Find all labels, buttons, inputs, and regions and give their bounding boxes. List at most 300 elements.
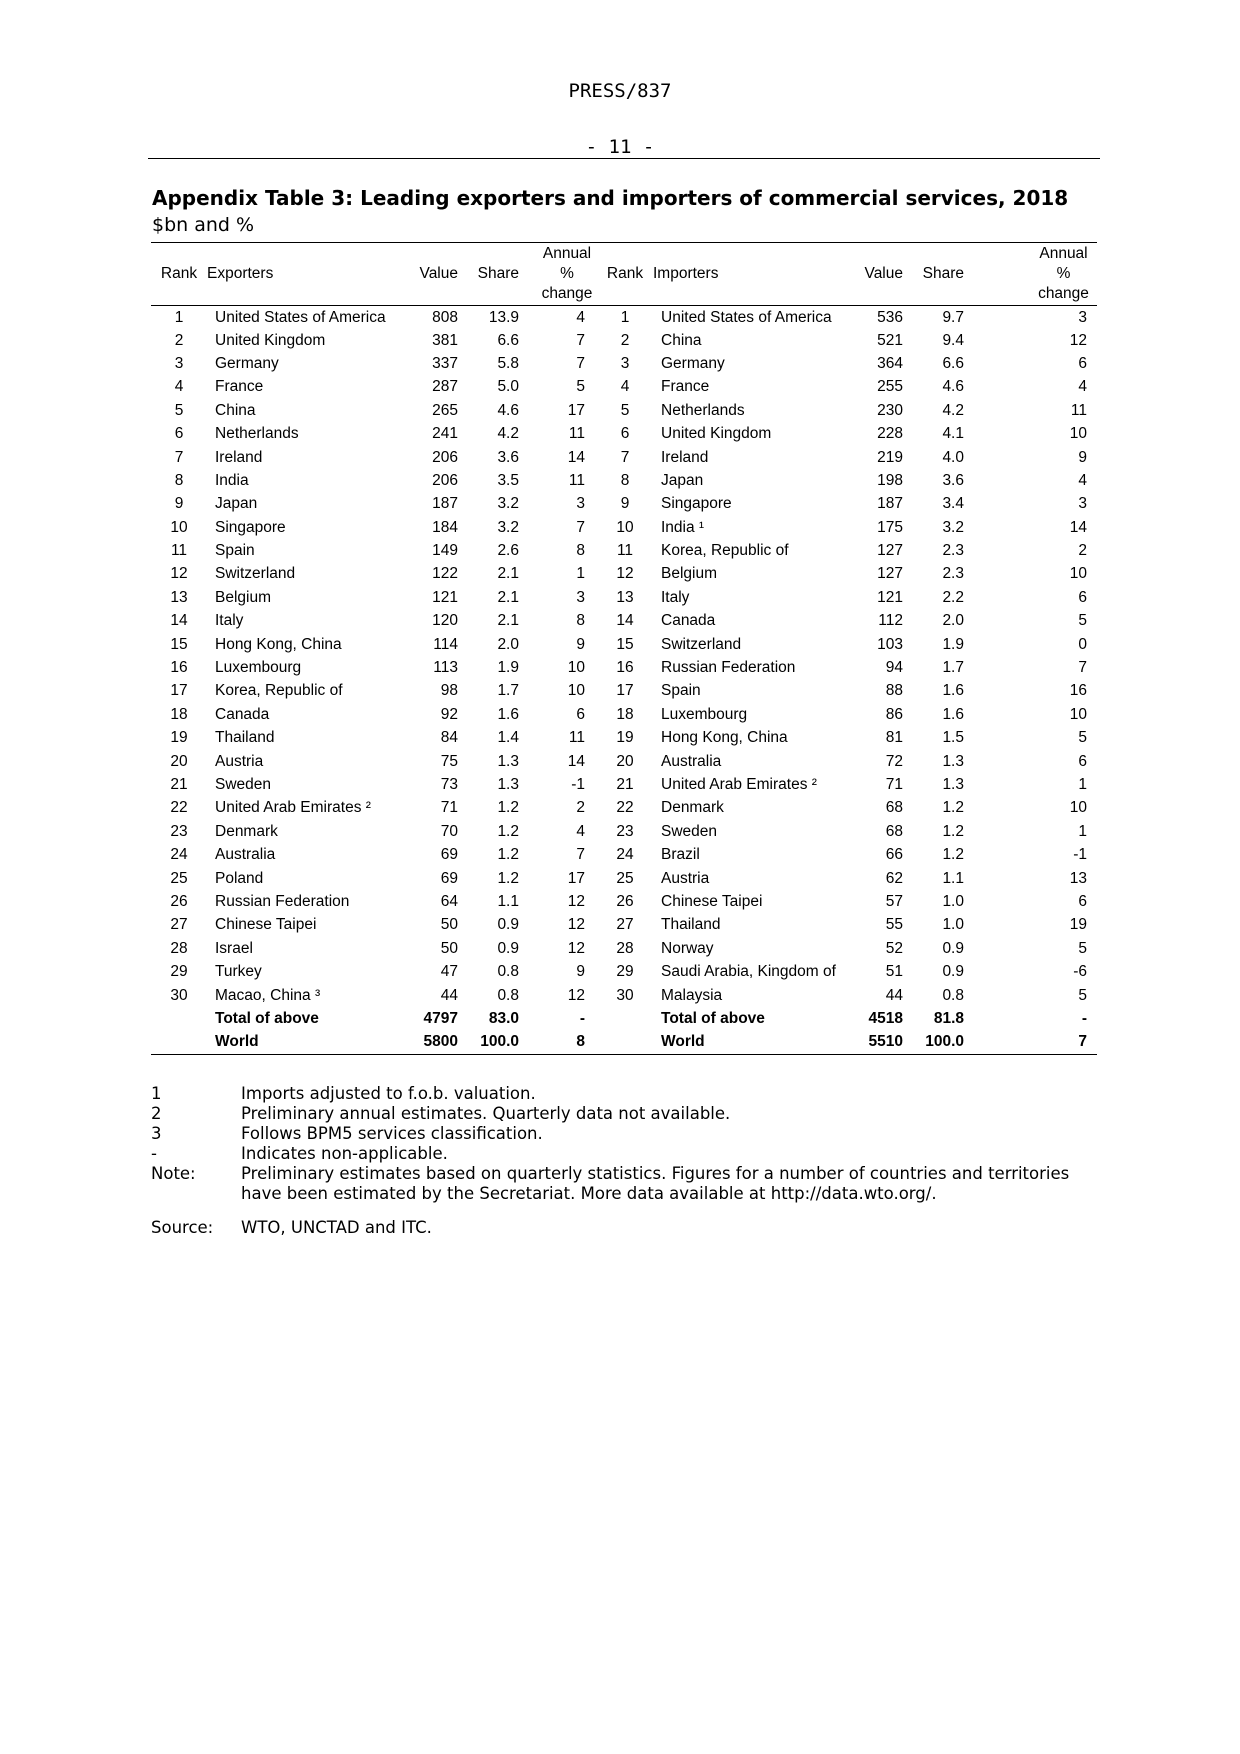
exporter-name: Australia xyxy=(215,846,276,864)
importer-value: 364 xyxy=(877,354,903,372)
exporter-name: Japan xyxy=(215,495,258,513)
table-row xyxy=(151,633,1097,656)
importer-value: 521 xyxy=(877,331,903,349)
importer-share: 1.6 xyxy=(942,682,964,700)
exporter-value: 149 xyxy=(432,542,458,560)
exporter-name: Singapore xyxy=(215,518,286,536)
importer-value: 255 xyxy=(877,378,903,396)
exporter-share: 1.2 xyxy=(497,822,519,840)
empty-cell xyxy=(151,1007,207,1030)
importer-rank: 21 xyxy=(616,776,634,793)
exporter-change: 11 xyxy=(568,425,585,443)
importer-name: Australia xyxy=(661,752,722,770)
table-row xyxy=(151,376,1097,399)
exporter-change: 10 xyxy=(567,682,585,700)
importer-name: Ireland xyxy=(661,448,709,466)
exporter-change: 1 xyxy=(576,565,585,583)
importer-share: 1.3 xyxy=(942,776,964,793)
importer-rank: 11 xyxy=(616,542,634,560)
header-importer-value: Value xyxy=(864,265,903,282)
source-text: WTO, UNCTAD and ITC. xyxy=(241,1218,432,1237)
importer-share: 2.0 xyxy=(942,612,964,630)
header-change-line2: % xyxy=(560,265,574,282)
header-exporter-share: Share xyxy=(477,265,519,282)
importer-value: 175 xyxy=(877,518,903,536)
exporter-share: 1.1 xyxy=(497,892,519,910)
importer-name: Korea, Republic of xyxy=(661,542,789,560)
exporter-change: 12 xyxy=(567,916,585,934)
importer-share: 2.3 xyxy=(942,542,964,560)
footnotes xyxy=(151,1084,1101,1238)
table-row xyxy=(151,843,1097,866)
empty-cell xyxy=(151,1031,207,1054)
footnote xyxy=(151,1164,1101,1204)
importer-value: 51 xyxy=(885,963,903,981)
exporter-share: 2.1 xyxy=(497,565,519,583)
exporter-value: 381 xyxy=(432,331,458,349)
footnote xyxy=(151,1124,1101,1144)
importer-share: 3.4 xyxy=(942,495,964,513)
importer-rank: 29 xyxy=(616,963,634,981)
importer-share: 1.2 xyxy=(942,846,964,864)
exporter-change: 4 xyxy=(576,309,585,327)
exporter-value: 75 xyxy=(440,752,458,770)
importer-value: 52 xyxy=(885,939,903,957)
exporter-rank: 3 xyxy=(174,354,184,372)
exporter-value: 73 xyxy=(440,776,458,793)
exporter-rank: 12 xyxy=(170,565,188,583)
exporter-change: 14 xyxy=(567,752,585,770)
exporter-value: 808 xyxy=(432,309,458,327)
importer-change: 10 xyxy=(1069,705,1087,723)
page-number: - 11 - xyxy=(585,136,655,158)
exporter-name: Italy xyxy=(215,612,244,630)
exporter-share: 4.6 xyxy=(497,401,519,419)
table-row xyxy=(151,516,1097,539)
exporter-name: Poland xyxy=(215,869,264,887)
exporter-name: France xyxy=(215,378,264,396)
exporter-share: 3.6 xyxy=(497,448,519,466)
table-row xyxy=(151,586,1097,609)
importer-name: Russian Federation xyxy=(661,659,796,677)
exporter-rank: 2 xyxy=(174,331,184,349)
exporter-rank: 22 xyxy=(170,799,188,817)
exporter-name: Germany xyxy=(215,354,279,372)
importer-name: Hong Kong, China xyxy=(661,729,788,747)
importer-change: 11 xyxy=(1070,401,1087,419)
importer-change: 10 xyxy=(1069,425,1087,443)
total-importer-change: - xyxy=(1081,1009,1087,1027)
importer-share: 3.2 xyxy=(942,518,964,536)
footnote-text: Imports adjusted to f.o.b. valuation. xyxy=(241,1084,536,1103)
importer-name: Switzerland xyxy=(661,635,742,653)
header-exporter-value: Value xyxy=(419,265,458,282)
exporter-name: Ireland xyxy=(215,448,263,466)
header-importer-rank: Rank xyxy=(606,265,644,282)
table-row xyxy=(151,563,1097,586)
importer-name: Singapore xyxy=(661,495,732,513)
exporter-name: Spain xyxy=(215,542,255,560)
importer-rank: 25 xyxy=(616,869,634,887)
exporter-rank: 30 xyxy=(170,986,188,1004)
importer-name: Germany xyxy=(661,354,725,372)
importer-value: 219 xyxy=(877,448,903,466)
importer-value: 68 xyxy=(885,822,903,840)
header-exporter-change xyxy=(519,243,597,306)
header-divider xyxy=(148,158,1100,159)
table-body xyxy=(151,306,1097,1055)
importer-value: 198 xyxy=(877,471,903,489)
importer-rank: 26 xyxy=(616,892,634,910)
footnote-text: Preliminary estimates based on quarterly statistics. Figures for a number of countries and territories have been estimated by the Secretariat. More data available at http://data.wto.org/. xyxy=(241,1164,1070,1203)
exporter-value: 206 xyxy=(432,471,458,489)
importer-share: 1.0 xyxy=(942,916,964,934)
exporter-value: 84 xyxy=(440,729,458,747)
importer-change: 10 xyxy=(1069,799,1087,817)
importer-value: 62 xyxy=(885,869,903,887)
table-row xyxy=(151,937,1097,960)
exporter-value: 187 xyxy=(432,495,458,513)
exporter-name: Belgium xyxy=(215,588,271,606)
exporter-share: 1.2 xyxy=(497,869,519,887)
importer-value: 94 xyxy=(885,659,903,677)
importer-share: 4.6 xyxy=(942,378,964,396)
total-label: Total of above xyxy=(215,1009,319,1027)
importer-rank: 30 xyxy=(616,986,634,1004)
exporter-rank: 18 xyxy=(170,705,188,723)
importer-change: 16 xyxy=(1069,682,1087,700)
exporter-change: 14 xyxy=(567,448,585,466)
importer-change: 6 xyxy=(1078,752,1087,770)
header-importers: Importers xyxy=(653,265,719,282)
table-row xyxy=(151,352,1097,375)
table-row xyxy=(151,773,1097,796)
importer-rank: 12 xyxy=(616,565,634,583)
importer-value: 228 xyxy=(877,425,903,443)
world-importer-share: 100.0 xyxy=(903,1031,964,1054)
exporter-change: 17 xyxy=(567,869,585,887)
exporter-share: 2.6 xyxy=(497,542,519,560)
header-change-line3: change xyxy=(541,285,593,302)
exporter-change: 17 xyxy=(567,401,585,419)
importer-change: 4 xyxy=(1078,378,1087,396)
exporter-value: 47 xyxy=(440,963,458,981)
importer-change: 5 xyxy=(1078,939,1087,957)
importer-name: Thailand xyxy=(661,916,721,934)
exporter-value: 287 xyxy=(432,378,458,396)
exporter-value: 113 xyxy=(433,659,458,677)
exporter-change: 5 xyxy=(576,378,585,396)
table-row xyxy=(151,750,1097,773)
exporter-value: 206 xyxy=(432,448,458,466)
exporter-share: 13.9 xyxy=(488,309,519,327)
exporter-name: Switzerland xyxy=(215,565,296,583)
footnote xyxy=(151,1104,1101,1124)
exporter-value: 337 xyxy=(432,354,458,372)
importer-rank: 15 xyxy=(616,635,634,653)
importer-value: 71 xyxy=(885,776,903,793)
exporter-value: 71 xyxy=(440,799,458,817)
exporter-value: 92 xyxy=(440,705,458,723)
exporter-change: 7 xyxy=(576,354,585,372)
exporter-rank: 13 xyxy=(170,588,188,606)
header-change-line3: change xyxy=(1038,285,1089,302)
importer-name: Spain xyxy=(661,682,701,700)
total-exporter-change: - xyxy=(579,1009,585,1027)
importer-change: 1 xyxy=(1078,776,1087,793)
importer-change: 7 xyxy=(1078,659,1087,677)
exporter-name: Chinese Taipei xyxy=(215,916,317,934)
importer-change: -6 xyxy=(1073,963,1087,981)
exporter-share: 6.6 xyxy=(497,331,519,349)
importer-name: Netherlands xyxy=(661,401,745,419)
table-row xyxy=(151,680,1097,703)
exporter-rank: 25 xyxy=(170,869,188,887)
exporter-rank: 28 xyxy=(170,939,188,957)
importer-name: United States of America xyxy=(661,309,832,327)
exporter-share: 1.6 xyxy=(497,705,519,723)
footnote-text: Indicates non-applicable. xyxy=(241,1144,448,1163)
exporter-name: Thailand xyxy=(215,729,275,747)
table-row xyxy=(151,329,1097,352)
importer-value: 127 xyxy=(877,565,903,583)
table-row xyxy=(151,469,1097,492)
importer-name: Luxembourg xyxy=(661,705,748,723)
importer-value: 187 xyxy=(877,495,903,513)
exporter-share: 0.9 xyxy=(497,916,519,934)
exporter-rank: 17 xyxy=(170,682,188,700)
exporter-change: 8 xyxy=(576,542,585,560)
exporter-name: Israel xyxy=(215,939,253,957)
exporter-change: 11 xyxy=(568,471,585,489)
exporter-value: 184 xyxy=(432,518,458,536)
exporter-rank: 29 xyxy=(170,963,188,981)
importer-share: 1.5 xyxy=(942,729,964,747)
document-reference: PRESS/837 xyxy=(568,80,672,102)
importer-share: 1.6 xyxy=(942,705,964,723)
table-row xyxy=(151,960,1097,983)
importer-rank: 13 xyxy=(616,588,634,606)
footnote-key: 1 xyxy=(151,1084,162,1103)
exporter-share: 3.2 xyxy=(497,495,519,513)
exporter-rank: 4 xyxy=(174,378,184,396)
table-row xyxy=(151,422,1097,445)
importer-value: 121 xyxy=(877,588,903,606)
importer-value: 68 xyxy=(885,799,903,817)
world-row xyxy=(151,1031,1097,1054)
importer-change: 6 xyxy=(1078,354,1087,372)
importer-name: Sweden xyxy=(661,822,718,840)
importer-change: 10 xyxy=(1069,565,1087,583)
exporter-value: 114 xyxy=(433,635,458,653)
exporter-share: 3.5 xyxy=(497,471,519,489)
empty-cell xyxy=(597,1031,653,1054)
importer-rank: 19 xyxy=(616,729,634,747)
importer-value: 44 xyxy=(885,986,903,1004)
table-row xyxy=(151,984,1097,1007)
total-importer-share: 81.8 xyxy=(933,1009,964,1027)
exporter-rank: 11 xyxy=(170,542,188,560)
exporter-rank: 1 xyxy=(174,309,184,327)
header-exporter-rank: Rank xyxy=(160,265,198,282)
importer-value: 81 xyxy=(885,729,903,747)
table-row xyxy=(151,727,1097,750)
importer-rank: 3 xyxy=(620,354,630,372)
exporter-value: 50 xyxy=(440,916,458,934)
importer-change: 6 xyxy=(1078,892,1087,910)
importer-rank: 23 xyxy=(616,822,634,840)
exporter-share: 1.2 xyxy=(497,799,519,817)
importer-share: 1.7 xyxy=(942,659,964,677)
exporter-value: 64 xyxy=(440,892,458,910)
exporters-importers-table xyxy=(151,242,1097,1055)
world-exporter-change: 8 xyxy=(519,1031,597,1054)
exporter-name: Denmark xyxy=(215,822,278,840)
footnote xyxy=(151,1144,1101,1164)
table-row xyxy=(151,306,1097,329)
exporter-name: Korea, Republic of xyxy=(215,682,343,700)
importer-change: 2 xyxy=(1078,542,1087,560)
total-exporter-share: 83.0 xyxy=(488,1009,519,1027)
exporter-value: 241 xyxy=(432,425,458,443)
exporter-name: United Kingdom xyxy=(215,331,326,349)
importer-share: 1.3 xyxy=(942,752,964,770)
exporter-change: 9 xyxy=(576,635,585,653)
exporter-change: 12 xyxy=(567,892,585,910)
exporter-value: 265 xyxy=(432,401,458,419)
exporter-rank: 7 xyxy=(174,448,184,466)
exporter-name: Canada xyxy=(215,705,270,723)
exporter-share: 1.2 xyxy=(497,846,519,864)
source-key: Source: xyxy=(151,1218,214,1237)
importer-rank: 20 xyxy=(616,752,634,770)
exporter-change: 12 xyxy=(567,939,585,957)
table-row xyxy=(151,867,1097,890)
importer-share: 1.9 xyxy=(942,635,964,653)
importer-change: 13 xyxy=(1069,869,1087,887)
importer-name: Chinese Taipei xyxy=(661,892,763,910)
importer-name: United Arab Emirates ² xyxy=(661,776,817,793)
exporter-value: 121 xyxy=(432,588,458,606)
exporter-share: 0.8 xyxy=(497,963,519,981)
exporter-rank: 23 xyxy=(170,822,188,840)
importer-share: 4.1 xyxy=(942,425,964,443)
total-exporter-value: 4797 xyxy=(423,1009,458,1027)
importer-share: 3.6 xyxy=(942,471,964,489)
footnote-key: 3 xyxy=(151,1124,162,1143)
exporter-rank: 16 xyxy=(170,659,188,677)
exporter-change: 9 xyxy=(576,963,585,981)
importer-share: 2.3 xyxy=(942,565,964,583)
importer-share: 1.1 xyxy=(942,869,964,887)
exporter-change: 12 xyxy=(567,986,585,1004)
world-importer-change: 7 xyxy=(964,1031,1097,1054)
table-row xyxy=(151,493,1097,516)
importer-share: 9.4 xyxy=(942,331,964,349)
importer-change: 3 xyxy=(1078,495,1087,513)
importer-share: 4.0 xyxy=(942,448,964,466)
exporter-share: 5.0 xyxy=(497,378,519,396)
footnote-key: 2 xyxy=(151,1104,162,1123)
importer-rank: 17 xyxy=(616,682,634,700)
table-row xyxy=(151,656,1097,679)
exporter-rank: 14 xyxy=(170,612,188,630)
exporter-name: Austria xyxy=(215,752,264,770)
importer-rank: 28 xyxy=(616,939,634,957)
world-exporter-share: 100.0 xyxy=(458,1031,519,1054)
importer-share: 0.9 xyxy=(942,939,964,957)
table-units: $bn and % xyxy=(152,214,255,236)
importer-name: Japan xyxy=(661,471,704,489)
exporter-name: India xyxy=(215,471,249,489)
table-row xyxy=(151,399,1097,422)
importer-change: 12 xyxy=(1069,331,1087,349)
importer-name: Canada xyxy=(661,612,716,630)
total-importer-value: 4518 xyxy=(868,1009,903,1027)
importer-name: United Kingdom xyxy=(661,425,772,443)
header-importer-change xyxy=(964,243,1097,306)
importer-rank: 22 xyxy=(616,799,634,817)
exporter-change: 7 xyxy=(576,518,585,536)
importer-name: Saudi Arabia, Kingdom of xyxy=(661,963,836,981)
importer-name: China xyxy=(661,331,702,349)
footnote-key: Note: xyxy=(151,1164,196,1183)
exporter-name: United States of America xyxy=(215,309,386,327)
exporter-change: 2 xyxy=(576,799,585,817)
exporter-change: 10 xyxy=(567,659,585,677)
importer-change: 0 xyxy=(1078,635,1087,653)
source-note xyxy=(151,1218,1101,1238)
exporter-change: 8 xyxy=(576,612,585,630)
exporter-name: China xyxy=(215,401,256,419)
exporter-value: 44 xyxy=(440,986,458,1004)
table-row xyxy=(151,539,1097,562)
table-row xyxy=(151,820,1097,843)
importer-value: 88 xyxy=(885,682,903,700)
table-row xyxy=(151,446,1097,469)
importer-change: 5 xyxy=(1078,729,1087,747)
importer-rank: 24 xyxy=(616,846,634,864)
importer-change: 5 xyxy=(1078,612,1087,630)
importer-rank: 10 xyxy=(616,518,634,536)
importer-change: 14 xyxy=(1069,518,1087,536)
importer-share: 1.2 xyxy=(942,799,964,817)
total-label: Total of above xyxy=(661,1009,765,1027)
importer-name: Italy xyxy=(661,588,690,606)
importer-name: France xyxy=(661,378,710,396)
exporter-share: 3.2 xyxy=(497,518,519,536)
footnote-text: Follows BPM5 services classification. xyxy=(241,1124,543,1143)
importer-rank: 2 xyxy=(620,331,630,349)
exporter-share: 1.4 xyxy=(497,729,519,747)
exporter-share: 2.0 xyxy=(497,635,519,653)
total-row xyxy=(151,1007,1097,1030)
exporter-change: 7 xyxy=(576,331,585,349)
exporter-name: Macao, China ³ xyxy=(215,986,321,1004)
importer-value: 72 xyxy=(885,752,903,770)
importer-value: 66 xyxy=(885,846,903,864)
importer-rank: 9 xyxy=(620,495,630,513)
exporter-change: -1 xyxy=(571,776,585,793)
importer-rank: 8 xyxy=(620,471,630,489)
header-change-line1: Annual xyxy=(1039,245,1088,262)
exporter-share: 1.3 xyxy=(497,776,519,793)
exporter-name: Sweden xyxy=(215,776,272,793)
importer-name: Malaysia xyxy=(661,986,723,1004)
importer-value: 103 xyxy=(877,635,903,653)
world-exporter-value: 5800 xyxy=(407,1031,458,1054)
importer-value: 86 xyxy=(885,705,903,723)
